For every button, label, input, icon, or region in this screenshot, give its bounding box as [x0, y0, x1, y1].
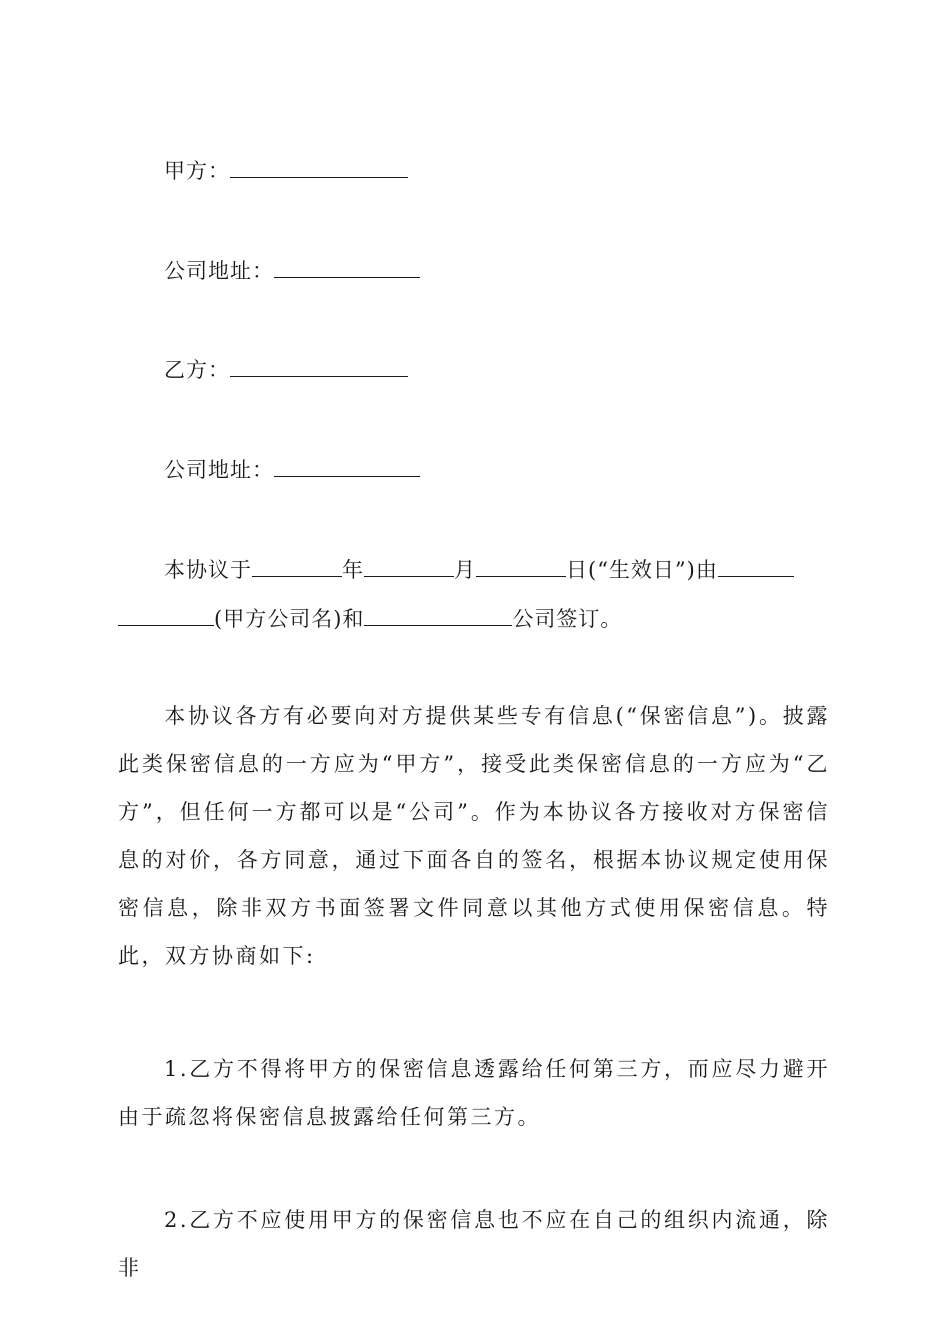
party-a-label: 甲方： — [164, 159, 230, 183]
clause-1-paragraph — [118, 1045, 830, 1141]
company-signed-text: 公司签订。 — [512, 607, 623, 631]
party-a-address-blank — [274, 257, 420, 278]
party-a-address-field — [164, 257, 420, 285]
year-blank — [252, 556, 342, 577]
party-a-blank — [230, 157, 408, 178]
clause-1-text: 1.乙方不得将甲方的保密信息透露给任何第三方，而应尽力避开由于疏忽将保密信息披露给任何第三方。 — [118, 1057, 830, 1129]
address-label: 公司地址： — [164, 259, 274, 283]
month-label: 月 — [454, 558, 476, 582]
year-label: 年 — [342, 558, 364, 582]
clause-2-text: 2.乙方不应使用甲方的保密信息也不应在自己的组织内流通，除非 — [118, 1208, 830, 1280]
party-b-address-blank — [274, 456, 420, 477]
intro-start: 本协议于 — [164, 558, 252, 582]
party-a-name-blank-start — [718, 556, 794, 577]
party-a-name-blank-end — [118, 605, 214, 626]
party-b-field — [164, 356, 408, 384]
definitions-paragraph — [118, 692, 830, 980]
clause-2-paragraph — [118, 1196, 830, 1292]
agreement-date-line — [164, 556, 794, 584]
party-a-company-note: (甲方公司名)和 — [214, 607, 365, 631]
definitions-text: 本协议各方有必要向对方提供某些专有信息(“保密信息”)。披露此类保密信息的一方应为“甲方”，接受此类保密信息的一方应为“乙方”，但任何一方都可以是“公司”。作为本协议各方接收对方保密信息的对价，各方同意，通过下面各自的签名，根据本协议规定使用保密信息，除非双方书面签署文件同意以其他方式使用保密信息。特此，双方协商如下: — [118, 704, 830, 968]
party-b-label: 乙方： — [164, 358, 230, 382]
day-blank — [476, 556, 566, 577]
party-b-company-blank — [364, 605, 512, 626]
address-label: 公司地址： — [164, 458, 274, 482]
party-b-blank — [230, 356, 408, 377]
party-b-address-field — [164, 456, 420, 484]
month-blank — [364, 556, 454, 577]
party-a-field — [164, 157, 408, 185]
effective-date-label: 日(“生效日”)由 — [566, 558, 718, 582]
agreement-parties-line — [118, 605, 622, 633]
